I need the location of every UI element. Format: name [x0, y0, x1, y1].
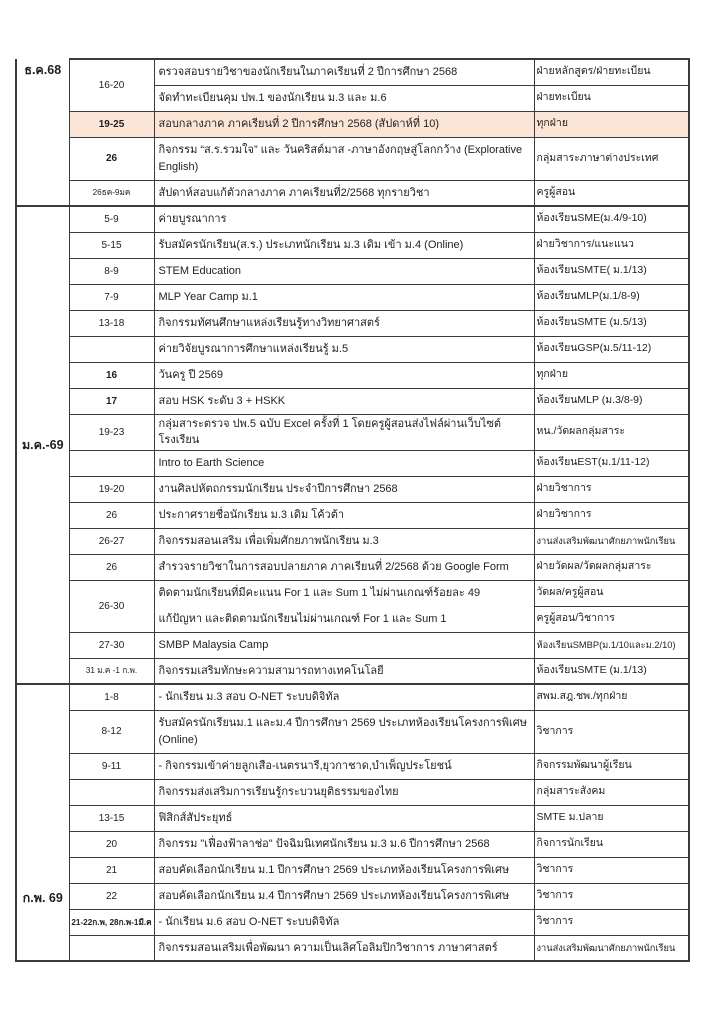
table-row — [16, 935, 689, 961]
activity-cell: ติดตามนักเรียนที่มีคะแนน For 1 และ Sum 1 ไม่ผ่านเกณฑ์ร้อยละ 49 — [154, 580, 534, 606]
table-row — [16, 528, 689, 554]
table-row — [16, 232, 689, 258]
department-cell: ฝ่ายวิชาการ/แนะแนว — [534, 232, 689, 258]
department-cell: ครูผู้สอน/วิชาการ — [534, 606, 689, 632]
month-cell — [16, 684, 69, 961]
table-row — [16, 111, 689, 137]
month-label: ธ.ค.68 — [24, 63, 62, 77]
department-cell: ห้องเรียนSMTE( ม.1/13) — [534, 258, 689, 284]
date-cell: 16 — [69, 362, 154, 388]
activity-cell: สอบ HSK ระดับ 3 + HSKK — [154, 388, 534, 414]
calendar-table — [15, 58, 690, 962]
month-cell — [16, 206, 69, 684]
month-label: ม.ค.-69 — [21, 438, 64, 452]
department-cell: ห้องเรียนMLP(ม.1/8-9) — [534, 284, 689, 310]
table-row — [16, 476, 689, 502]
activity-cell: กิจกรรมสอนเสริมเพื่อพัฒนา ความเป็นเลิศโอลิมปิกวิชาการ ภาษาศาสตร์ — [154, 935, 534, 961]
department-cell: SMTE ม.ปลาย — [534, 805, 689, 831]
department-cell: ห้องเรียนSMBP(ม.1/10และม.2/10) — [534, 632, 689, 658]
date-cell: 26 — [69, 554, 154, 580]
department-cell: วิชาการ — [534, 857, 689, 883]
table-row — [16, 753, 689, 779]
table-row — [16, 284, 689, 310]
department-cell: หน./วัดผลกลุ่มสาระ — [534, 414, 689, 450]
date-cell: 9-11 — [69, 753, 154, 779]
department-cell: วิชาการ — [534, 883, 689, 909]
table-row — [16, 258, 689, 284]
activity-cell: รับสมัครนักเรียน(ส.ร.) ประเภทนักเรียน ม.3 เดิม เข้า ม.4 (Online) — [154, 232, 534, 258]
department-cell: กิจการนักเรียน — [534, 831, 689, 857]
table-row — [16, 59, 689, 85]
date-cell: 20 — [69, 831, 154, 857]
date-cell: 5-9 — [69, 206, 154, 232]
table-row — [16, 137, 689, 180]
date-cell: 21-22ก.พ, 28ก.พ-1มี.ค — [69, 909, 154, 935]
table-row — [16, 414, 689, 450]
date-cell: 26 — [69, 137, 154, 180]
department-cell: กลุ่มสาระสังคม — [534, 779, 689, 805]
date-cell: 7-9 — [69, 284, 154, 310]
date-cell: 8-9 — [69, 258, 154, 284]
department-cell: ห้องเรียนMLP (ม.3/8-9) — [534, 388, 689, 414]
department-cell: ห้องเรียนSME(ม.4/9-10) — [534, 206, 689, 232]
activity-cell: สอบคัดเลือกนักเรียน ม.1 ปีการศึกษา 2569 ประเภทห้องเรียนโครงการพิเศษ — [154, 857, 534, 883]
table-row — [16, 632, 689, 658]
table-row — [16, 362, 689, 388]
date-cell: 26ธค-9มค — [69, 180, 154, 206]
department-cell: วิชาการ — [534, 710, 689, 753]
date-cell: 19-20 — [69, 476, 154, 502]
date-cell — [69, 779, 154, 805]
table-row — [16, 857, 689, 883]
activity-cell: - นักเรียน ม.6 สอบ O-NET ระบบดิจิทัล — [154, 909, 534, 935]
date-cell: 19-25 — [69, 111, 154, 137]
table-row — [16, 206, 689, 232]
month-label: ก.พ. 69 — [22, 890, 63, 905]
date-cell — [69, 450, 154, 476]
table-row — [16, 779, 689, 805]
table-row — [16, 336, 689, 362]
table-row — [16, 580, 689, 606]
date-cell: 17 — [69, 388, 154, 414]
department-cell: งานส่งเสริมพัฒนาศักยภาพนักเรียน — [534, 935, 689, 961]
date-cell: 21 — [69, 857, 154, 883]
table-row — [16, 310, 689, 336]
activity-cell: แก้ปัญหา และติดตามนักเรียนไม่ผ่านเกณฑ์ For 1 และ Sum 1 — [154, 606, 534, 632]
activity-cell: - กิจกรรมเข้าค่ายลูกเสือ-เนตรนารี,ยุวกาชาด,บำเพ็ญประโยชน์ — [154, 753, 534, 779]
department-cell: ฝ่ายวิชาการ — [534, 476, 689, 502]
activity-cell: กิจกรรมสอนเสริม เพื่อเพิ่มศักยภาพนักเรียน ม.3 — [154, 528, 534, 554]
activity-cell: - นักเรียน ม.3 สอบ O-NET ระบบดิจิทัล — [154, 684, 534, 710]
department-cell: ห้องเรียนEST(ม.1/11-12) — [534, 450, 689, 476]
activity-cell: STEM Education — [154, 258, 534, 284]
activity-cell: ประกาศรายชื่อนักเรียน ม.3 เดิม โค้วต้า — [154, 502, 534, 528]
department-cell: สพม.สฎ.ชพ./ทุกฝ่าย — [534, 684, 689, 710]
date-cell: 13-18 — [69, 310, 154, 336]
table-row — [16, 388, 689, 414]
month-cell — [16, 59, 69, 206]
department-cell: ฝ่ายวิชาการ — [534, 502, 689, 528]
table-row — [16, 180, 689, 206]
department-cell: ฝ่ายทะเบียน — [534, 85, 689, 111]
date-cell: 31 ม.ค -1 ก.พ. — [69, 658, 154, 684]
department-cell: กิจกรรมพัฒนาผู้เรียน — [534, 753, 689, 779]
date-cell: 1-8 — [69, 684, 154, 710]
activity-cell: สอบกลางภาค ภาคเรียนที่ 2 ปีการศึกษา 2568 (สัปดาห์ที่ 10) — [154, 111, 534, 137]
activity-cell: SMBP Malaysia Camp — [154, 632, 534, 658]
table-row — [16, 684, 689, 710]
activity-cell: สำรวจรายวิชาในการสอบปลายภาค ภาคเรียนที่ 2/2568 ด้วย Google Form — [154, 554, 534, 580]
table-row — [16, 502, 689, 528]
date-cell — [69, 336, 154, 362]
calendar-body — [16, 59, 689, 961]
date-cell: 5-15 — [69, 232, 154, 258]
date-cell: 27-30 — [69, 632, 154, 658]
department-cell: ฝ่ายวัดผล/วัดผลกลุ่มสาระ — [534, 554, 689, 580]
activity-cell: กิจกรรม “ส.ร.รวมใจ” และ วันคริสต์มาส -ภาษาอังกฤษสู่โลกกว้าง (Explorative English) — [154, 137, 534, 180]
activity-cell: งานศิลปหัตถกรรมนักเรียน ประจำปีการศึกษา 2568 — [154, 476, 534, 502]
date-cell: 22 — [69, 883, 154, 909]
department-cell: ครูผู้สอน — [534, 180, 689, 206]
table-row — [16, 909, 689, 935]
table-row — [16, 883, 689, 909]
department-cell: ห้องเรียนSMTE (ม.1/13) — [534, 658, 689, 684]
date-cell: 26 — [69, 502, 154, 528]
activity-cell: Intro to Earth Science — [154, 450, 534, 476]
date-cell: 13-15 — [69, 805, 154, 831]
activity-cell: ตรวจสอบรายวิชาของนักเรียนในภาคเรียนที่ 2 ปีการศึกษา 2568 — [154, 59, 534, 85]
date-cell: 26-30 — [69, 580, 154, 632]
table-row — [16, 805, 689, 831]
activity-cell: สอบคัดเลือกนักเรียน ม.4 ปีการศึกษา 2569 ประเภทห้องเรียนโครงการพิเศษ — [154, 883, 534, 909]
activity-cell: MLP Year Camp ม.1 — [154, 284, 534, 310]
department-cell: วัดผล/ครูผู้สอน — [534, 580, 689, 606]
table-row — [16, 554, 689, 580]
activity-cell: จัดทำทะเบียนคุม ปพ.1 ของนักเรียน ม.3 และ ม.6 — [154, 85, 534, 111]
activity-cell: ฟิสิกส์สัประยุทธ์ — [154, 805, 534, 831]
table-row — [16, 658, 689, 684]
date-cell — [69, 935, 154, 961]
table-row — [16, 450, 689, 476]
department-cell: ทุกฝ่าย — [534, 362, 689, 388]
activity-cell: รับสมัครนักเรียนม.1 และม.4 ปีการศึกษา 2569 ประเภทห้องเรียนโครงการพิเศษ (Online) — [154, 710, 534, 753]
department-cell: วิชาการ — [534, 909, 689, 935]
department-cell: ห้องเรียนSMTE (ม.5/13) — [534, 310, 689, 336]
department-cell: กลุ่มสาระภาษาต่างประเทศ — [534, 137, 689, 180]
activity-cell: กลุ่มสาระตรวจ ปพ.5 ฉบับ Excel ครั้งที่ 1 โดยครูผู้สอนส่งไฟล์ผ่านเว็บไซต์โรงเรียน — [154, 414, 534, 450]
date-cell: 16-20 — [69, 59, 154, 111]
activity-cell: กิจกรรมส่งเสริมการเรียนรู้กระบวนยุติธรรมของไทย — [154, 779, 534, 805]
activity-cell: ค่ายวิจัยบูรณาการศึกษาแหล่งเรียนรู้ ม.5 — [154, 336, 534, 362]
table-row — [16, 710, 689, 753]
activity-cell: กิจกรรมทัศนศึกษาแหล่งเรียนรู้ทางวิทยาศาสตร์ — [154, 310, 534, 336]
department-cell: งานส่งเสริมพัฒนาศักยภาพนักเรียน — [534, 528, 689, 554]
date-cell: 26-27 — [69, 528, 154, 554]
activity-cell: กิจกรรม "เฟื่องฟ้าลาช่อ" ปัจฉิมนิเทศนักเรียน ม.3 ม.6 ปีการศึกษา 2568 — [154, 831, 534, 857]
activity-cell: วันครู ปี 2569 — [154, 362, 534, 388]
date-cell: 19-23 — [69, 414, 154, 450]
table-row — [16, 831, 689, 857]
date-cell: 8-12 — [69, 710, 154, 753]
department-cell: ทุกฝ่าย — [534, 111, 689, 137]
activity-cell: กิจกรรมเสริมทักษะความสามารถทางเทคโนโลยี — [154, 658, 534, 684]
activity-cell: สัปดาห์สอบแก้ตัวกลางภาค ภาคเรียนที่2/2568 ทุกรายวิชา — [154, 180, 534, 206]
department-cell: ฝ่ายหลักสูตร/ฝ่ายทะเบียน — [534, 59, 689, 85]
activity-cell: ค่ายบูรณาการ — [154, 206, 534, 232]
department-cell: ห้องเรียนGSP(ม.5/11-12) — [534, 336, 689, 362]
